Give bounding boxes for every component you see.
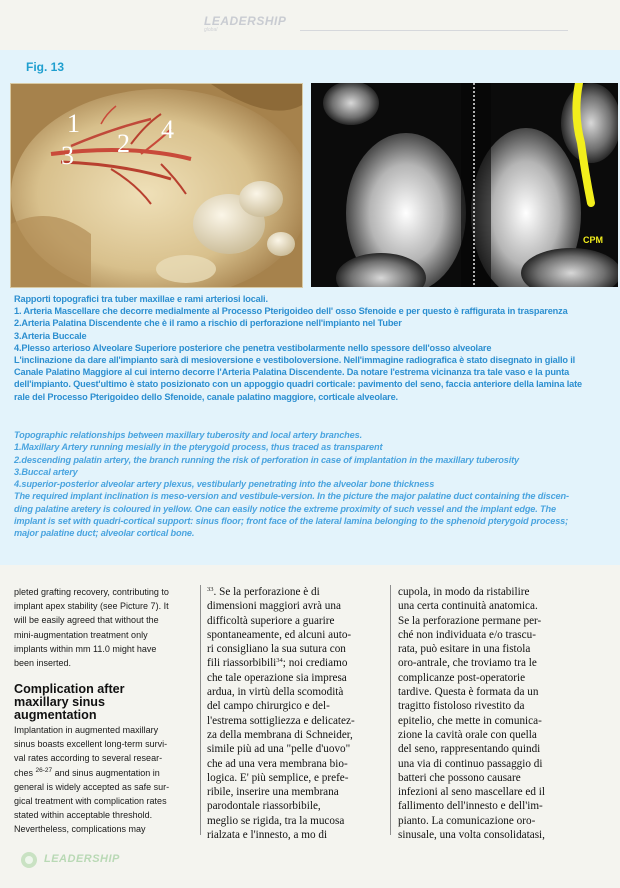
caption-it-line: 1. Arteria Mascellare che decorre medialmente al Processo Pterigoideo dell' osso Sfenoide e per questo è raffigurata in trasparenza <box>14 306 568 317</box>
text-fragment: and sinus augmentation in <box>52 767 160 778</box>
column-3 <box>398 585 588 842</box>
photo-number-1: 1 <box>67 109 80 138</box>
heading-line: maxillary sinus <box>14 695 106 709</box>
text-fragment: fili riassorbibili <box>207 657 277 670</box>
caption-en-line: 3.Buccal artery <box>14 466 78 477</box>
text-line: will be easily agreed that without the <box>14 615 159 626</box>
text-line: una via di continuo passaggio di <box>398 757 543 770</box>
text-line: rata, può esitare in una fistola <box>398 643 531 656</box>
text-line: pleted grafting recovery, contributing to <box>14 587 169 597</box>
column-2 <box>207 585 387 842</box>
figure-label: Fig. 13 <box>26 60 65 74</box>
text-line: difficoltà superiore a guarire <box>207 614 335 627</box>
text-line: been inserted. <box>14 658 72 669</box>
column-1-para-1 <box>14 585 194 670</box>
text-line: ardua, in virtù della scomodità <box>207 686 344 699</box>
reference-superscript: 26-27 <box>35 766 53 774</box>
text-line: tragitto fistoloso rivestito da <box>398 700 525 713</box>
text-line: sinusale, una volta consolidatasi, <box>398 829 545 842</box>
ct-image <box>311 83 618 287</box>
anatomy-photo <box>10 83 303 288</box>
text-line: che ad una vera membrana bio- <box>207 757 348 770</box>
text-line: complicanze post-operatorie <box>398 671 526 684</box>
caption-en-line: Topographic relationships between maxillary tuberosity and local artery branches. <box>14 430 362 440</box>
text-line: general is widely accepted as safe sur- <box>14 781 170 792</box>
caption-it-line: 4.Plesso arterioso Alveolare Superiore posteriore che penetra vestibolarmente nello spessore dell'osso alveolare <box>14 342 492 353</box>
caption-en-line: 4.superior-posterior alveolar artery plexus, vestibularly penetrating into the alveolar bone thickness <box>14 479 435 490</box>
text-line: logica. E' più semplice, e prefe- <box>207 771 349 784</box>
text-line: sinus boasts excellent long-term survi- <box>14 739 168 750</box>
text-line: pianto. La comunicazione oro- <box>398 814 536 827</box>
header-logo-sub: global <box>204 27 218 33</box>
caption-en-line: major palatine duct; alveolar cortical bone. <box>14 528 195 539</box>
heading-line: Complication after <box>14 682 125 696</box>
text-line: ribile, inserire una membrana <box>207 786 339 799</box>
text-line: ri consigliano la sua sutura con <box>207 643 346 656</box>
text-line: Nevertheless, complications may <box>14 824 146 835</box>
text-line: parodontale riassorbibile, <box>207 800 321 813</box>
heading-line: augmentation <box>14 708 97 722</box>
text-line: Se la perforazione permane per- <box>398 614 542 627</box>
footer-logo-mark <box>20 851 38 874</box>
column-divider <box>390 585 391 835</box>
text-line <box>207 585 387 599</box>
text-fragment: . Se la perforazione è di <box>213 586 320 598</box>
text-line: del seno, rappresentando quindi <box>398 743 541 756</box>
caption-en-line: The required implant inclination is meso-version and vestibule-version. In the picture the major palatine duct containing the discen- <box>14 491 569 502</box>
text-line: cupola, in modo da ristabilire <box>398 586 530 598</box>
text-line: una certa continuità anatomica. <box>398 600 538 613</box>
header-rule <box>300 30 568 31</box>
text-line <box>14 766 194 780</box>
caption-english <box>14 429 620 540</box>
column-1-para-2 <box>14 723 194 837</box>
footer-logo-icon <box>20 851 38 869</box>
photo-number-3: 3 <box>61 141 74 170</box>
text-line: ché non individuata e/o trascu- <box>398 628 536 641</box>
text-line: gical treatment with complication rates <box>14 796 167 807</box>
caption-it-line: rale del Processo Pterigoideo dello Sfenoide, canale palatino maggiore, corticale alveolare. <box>14 391 398 402</box>
reference-superscript: 34 <box>276 657 283 665</box>
photo-number-2: 2 <box>117 129 130 158</box>
footer-logo: LEADERSHIP <box>44 853 120 865</box>
caption-it-line: Rapporti topografici tra tuber maxillae e rami arteriosi locali. <box>14 294 268 304</box>
ct-image-drawing <box>311 83 618 287</box>
text-line: val rates according to several resear- <box>14 753 163 764</box>
text-line: che tale operazione sia impresa <box>207 671 347 684</box>
text-line: implant apex stability (see Picture 7). It <box>14 601 169 612</box>
text-line: za della membrana di Schneider, <box>207 728 353 741</box>
header-logo: LEADERSHIP <box>204 14 287 28</box>
caption-it-line: 3.Arteria Buccale <box>14 330 87 341</box>
text-line: oro-antrale, che troviamo tra le <box>398 657 537 670</box>
text-line: del campo chirurgico e del- <box>207 700 330 713</box>
caption-en-line: 2.descending palatin artery, the branch running the risk of perforation in case of implantation in the maxillary tuberosity <box>14 454 519 465</box>
caption-it-line: Canale Palatino Maggiore al cui interno decorre l'Arteria Palatina Discendente. Da notare l'estrema vicinanza tra tale vaso e la punta <box>14 367 570 378</box>
text-line: zione la cavità orale con quella <box>398 728 537 741</box>
caption-en-line: 1.Maxillary Artery running mesially in the pterygoid process, thus traced as transparent <box>14 442 383 453</box>
text-line: l'estrema sottigliezza e delicatez- <box>207 714 355 727</box>
text-fragment: ; noi crediamo <box>282 657 348 670</box>
text-line: spontaneamente, ed alcuni auto- <box>207 628 352 641</box>
text-line: Implantation in augmented maxillary <box>14 725 159 735</box>
caption-italian <box>14 293 620 403</box>
reference-superscript: 33 <box>207 586 214 593</box>
text-line: rialzata e l'innesto, a mo di <box>207 829 328 842</box>
text-line: epitelio, che mette in comunica- <box>398 714 542 727</box>
caption-it-line: L'inclinazione da dare all'impianto sarà di mesioversione e vestiboloversione. Nell'immagine radiografica è stato disegnato in giallo il <box>14 355 576 366</box>
text-line: simile più ad una "pelle d'uovo" <box>207 743 351 756</box>
section-heading <box>14 683 194 722</box>
text-line: fallimento dell'innesto e dell'im- <box>398 800 543 813</box>
ct-label-cpm: CPM <box>583 235 603 245</box>
anatomy-photo-drawing <box>11 84 303 288</box>
caption-en-line: ding palatine aretery is coloured in yellow. One can easily notice the extreme proximity of such vessel and the implant edge. The <box>14 503 556 514</box>
column-divider <box>200 585 201 835</box>
text-line: tardive. Questa è formata da un <box>398 686 539 699</box>
text-line: infezioni al seno mascellare ed il <box>398 786 545 799</box>
text-line <box>207 656 387 670</box>
text-line: batteri che possono causare <box>398 771 521 784</box>
photo-number-4: 4 <box>161 115 174 144</box>
text-fragment: ches <box>14 767 34 778</box>
caption-en-line: implant is set with quadri-cortical support: sinus floor; front face of the lateral lamina belonging to the sphenoid pterygoid process; <box>14 516 569 527</box>
text-line: mini-augmentation treatment only <box>14 629 148 640</box>
text-line: dimensioni maggiori avrà una <box>207 600 341 613</box>
caption-it-line: 2.Arteria Palatina Discendente che è il ramo a rischio di perforazione nell'impianto nel Tuber <box>14 318 402 329</box>
caption-it-line: dell'impianto. Quest'ultimo è stato posizionato con un appoggio quadri corticale: pavimento del seno, faccia anteriore della lamina late <box>14 379 582 390</box>
text-line: stated within acceptable threshold. <box>14 810 153 821</box>
text-line: implants within mm 11.0 might have <box>14 643 157 654</box>
text-line: meglio se rigida, tra la mucosa <box>207 814 345 827</box>
